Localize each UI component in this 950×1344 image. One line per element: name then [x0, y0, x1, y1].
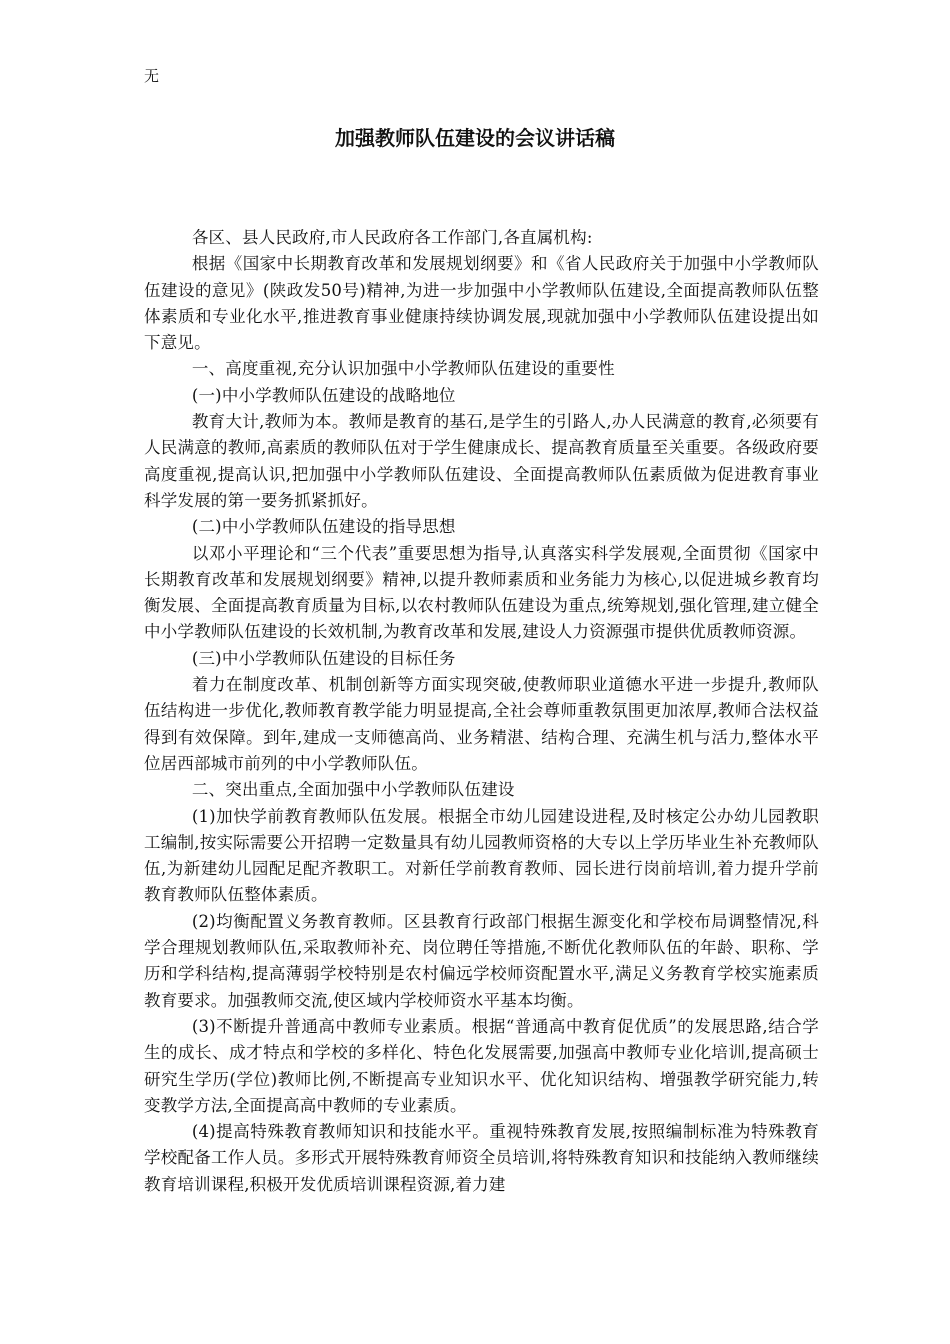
- subsection-heading-3: (三)中小学教师队伍建设的目标任务: [191, 648, 456, 668]
- intro-paragraph: 根据《国家中长期教育改革和发展规划纲要》和《省人民政府关于加强中小学教师队伍建设的意见》(陕政发50号)精神,为进一步加强中小学教师队伍建设,全面提高教师队伍整体素质和专业化水平,推进教育事业健康持续协调发展,现就加强中小学教师队伍建设提出如下意见。: [144, 254, 819, 353]
- body-paragraph: 教育大计,教师为本。教师是教育的基石,是学生的引路人,办人民满意的教育,必须要有人民满意的教师,高素质的教师队伍对于学生健康成长、提高教育质量至关重要。各级政府要高度重视,提高认识,把加强中小学教师队伍建设、全面提高教师队伍素质做为促进教育事业科学发展的第一要务抓紧抓好。: [144, 412, 819, 510]
- document-title: 加强教师队伍建设的会议讲话稿: [335, 126, 615, 150]
- subsection-heading-1: (一)中小学教师队伍建设的战略地位: [191, 385, 456, 405]
- list-item-paragraph: (2)均衡配置义务教育教师。区县教育行政部门根据生源变化和学校布局调整情况,科学合理规划教师队伍,采取教师补充、岗位聘任等措施,不断优化教师队伍的年龄、职称、学历和学科结构,提高薄弱学校特别是农村偏远学校师资配置水平,满足义务教育学校实施素质教育要求。加强教师交流,使区域内学校师资水平基本均衡。: [144, 911, 819, 1010]
- list-item-paragraph: (4)提高特殊教育教师知识和技能水平。重视特殊教育发展,按照编制标准为特殊教育学校配备工作人员。多形式开展特殊教育师资全员培训,将特殊教育知识和技能纳入教师继续教育培训课程,积极开发优质培训课程资源,着力建: [144, 1122, 819, 1194]
- section-heading-1: 一、高度重视,充分认识加强中小学教师队伍建设的重要性: [191, 359, 615, 379]
- subsection-heading-2: (二)中小学教师队伍建设的指导思想: [191, 517, 456, 537]
- list-item-paragraph: (1)加快学前教育教师队伍发展。根据全市幼儿园建设进程,及时核定公办幼儿园教职工编制,按实际需要公开招聘一定数量具有幼儿园教师资格的大专以上学历毕业生补充教师队伍,为新建幼儿园配足配齐教职工。对新任学前教育教师、园长进行岗前培训,着力提升学前教育教师队伍整体素质。: [144, 806, 819, 905]
- list-item-paragraph: (3)不断提升普通高中教师专业素质。根据“普通高中教育促优质”的发展思路,结合学生的成长、成才特点和学校的多样化、特色化发展需要,加强高中教师专业化培训,提高硕士研究生学历(学位)教师比例,不断提高专业知识水平、优化知识结构、增强教学研究能力,转变教学方法,全面提高高中教师的专业素质。: [144, 1016, 819, 1115]
- header-mark: 无: [144, 67, 160, 85]
- body-paragraph: 着力在制度改革、机制创新等方面实现突破,使教师职业道德水平进一步提升,教师队伍结构进一步优化,教师教育教学能力明显提高,全社会尊师重教氛围更加浓厚,教师合法权益得到有效保障。到年,建成一支师德高尚、业务精湛、结构合理、充满生机与活力,整体水平位居西部城市前列的中小学教师队伍。: [144, 675, 819, 773]
- document-body: [144, 225, 819, 1198]
- section-heading-2: 二、突出重点,全面加强中小学教师队伍建设: [191, 780, 515, 800]
- body-paragraph: 以邓小平理论和“三个代表”重要思想为指导,认真落实科学发展观,全面贯彻《国家中长期教育改革和发展规划纲要》精神,以提升教师素质和业务能力为核心,以促进城乡教育均衡发展、全面提高教育质量为目标,以农村教师队伍建设为重点,统筹规划,强化管理,建立健全中小学教师队伍建设的长效机制,为教育改革和发展,建设人力资源强市提供优质教师资源。: [144, 543, 819, 642]
- salutation: 各区、县人民政府,市人民政府各工作部门,各直属机构:: [191, 228, 593, 247]
